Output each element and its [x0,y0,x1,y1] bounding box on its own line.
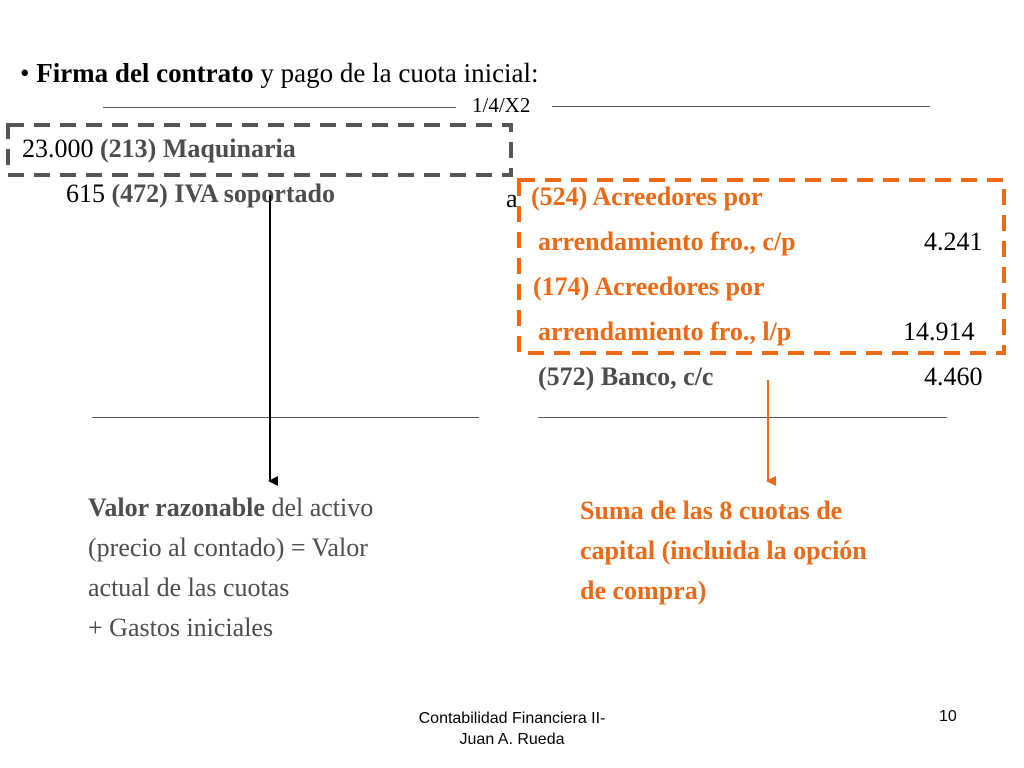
credit-524-amount: 4.241 [924,227,983,256]
footer-author-line2: Juan A. Rueda [459,731,565,748]
note-installments-line3: de compra) [580,576,707,605]
credit-572-amount: 4.460 [924,362,983,391]
note-fair-value-line3: actual de las cuotas [88,573,290,602]
note-fair-value-rest: del activo [264,493,374,522]
credit-524-line2: arrendamiento fro., c/p [538,227,796,256]
note-fair-value-bold: Valor razonable [88,493,265,522]
gray-dashed-box [8,125,511,175]
credit-524-line1: (524) Acreedores por [531,182,763,211]
debit-code: (472) [111,179,168,208]
debit-amount: 23.000 [22,134,94,163]
entry-date: 1/4/X2 [472,93,531,117]
debit-account: IVA soportado [174,179,335,208]
note-fair-value-line2: (precio al contado) = Valor [88,533,368,562]
debit-account: Maquinaria [162,134,296,163]
heading-rest-text: y pago de la cuota inicial: [253,58,539,88]
note-fair-value-line4: + Gastos iniciales [88,613,274,642]
note-installments-line2: capital (incluida la opción [580,536,867,565]
credit-174-amount: 14.914 [903,317,975,346]
footer-author [380,708,644,750]
footer-author-line1: Contabilidad Financiera II- [418,710,606,727]
note-installments-sum [580,491,867,611]
credit-prefix: a [506,184,518,213]
debit-amount: 615 [66,179,105,208]
note-installments-line1: Suma de las 8 cuotas de [580,496,843,525]
bullet-symbol: • [20,58,30,88]
heading-bold-text: Firma del contrato [36,58,254,88]
note-fair-value [88,488,373,648]
credit-572-label: (572) Banco, c/c [538,362,714,391]
credit-174-line1: (174) Acreedores por [533,272,765,301]
credit-174-line2: arrendamiento fro., l/p [538,317,792,346]
orange-dashed-box [519,180,1004,353]
page-number: 10 [939,708,957,725]
debit-code: (213) [100,134,157,163]
